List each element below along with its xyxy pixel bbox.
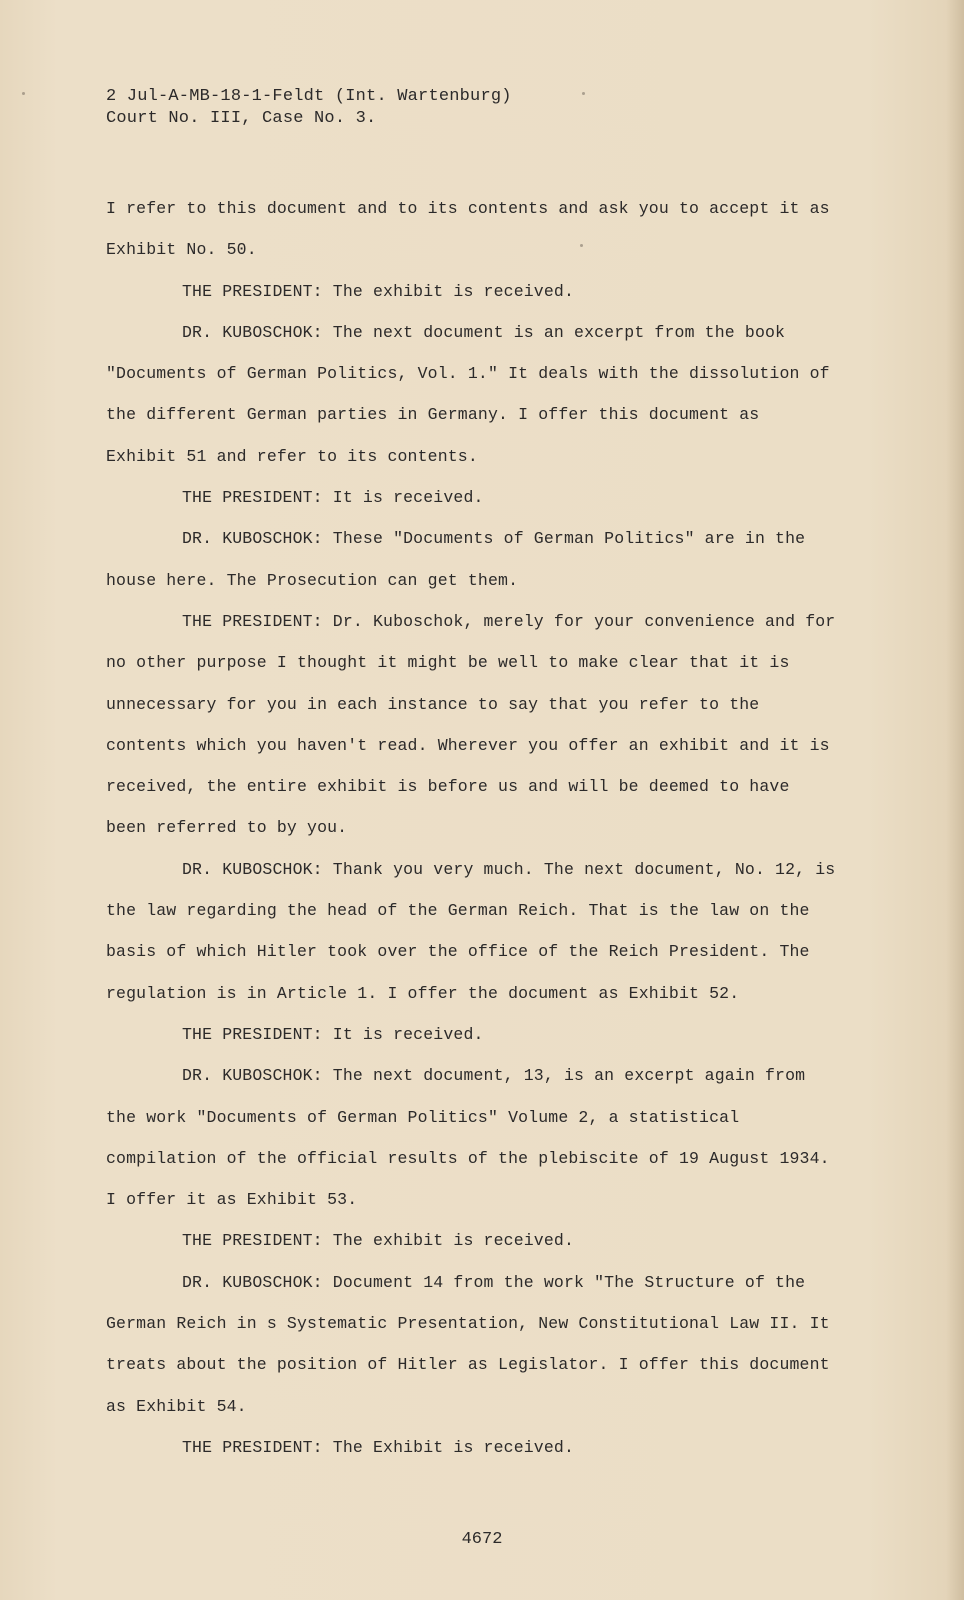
header-line-1: 2 Jul-A-MB-18-1-Feldt (Int. Wartenburg) <box>106 87 512 106</box>
transcript-paragraph: DR. KUBOSCHOK: These "Documents of German Politics" are in the house here. The Prosecution can get them. <box>106 529 806 590</box>
transcript-paragraph: THE PRESIDENT: Dr. Kuboschok, merely for your convenience and for no other purpose I thought it might be well to make clear that it is unnecessary for you in each instance to say that you refer to the contents which you haven't read. Wherever you offer an exhibit and it is received, the entire exhibit is before us and will be deemed to have been referred to by you. <box>106 611 836 838</box>
transcript-paragraph: I refer to this document and to its contents and ask you to accept it as Exhibit No. 50. <box>106 199 830 260</box>
transcript-paragraph: DR. KUBOSCHOK: Thank you very much. The next document, No. 12, is the law regarding the head of the German Reich. That is the law on the basis of which Hitler took over the office of the Reich President. The regulation is in Article 1. I offer the document as Exhibit 52. <box>106 859 836 1003</box>
header-line-2: Court No. III, Case No. 3. <box>106 109 377 128</box>
paper-speck <box>22 92 25 95</box>
transcript-paragraph: DR. KUBOSCHOK: Document 14 from the work "The Structure of the German Reich in s Systematic Presentation, New Constitutional Law II. It treats about the position of Hitler as Legislator. I offer this document as Exhibit 54. <box>106 1272 830 1416</box>
transcript-paragraph: THE PRESIDENT: It is received. <box>182 1024 484 1044</box>
transcript-body <box>106 188 836 1468</box>
transcript-paragraph: THE PRESIDENT: The exhibit is received. <box>182 1231 575 1251</box>
transcript-paragraph: THE PRESIDENT: It is received. <box>182 488 484 508</box>
paper-speck <box>582 92 585 95</box>
transcript-paragraph: DR. KUBOSCHOK: The next document is an excerpt from the book "Documents of German Politics, Vol. 1." It deals with the dissolution of the different German parties in Germany. I offer this document as Exhibit 51 and refer to its contents. <box>106 322 830 466</box>
transcript-paragraph: DR. KUBOSCHOK: The next document, 13, is an excerpt again from the work "Documents of German Politics" Volume 2, a statistical compilation of the official results of the plebiscite of 19 August 1934. I offer it as Exhibit 53. <box>106 1066 830 1210</box>
transcript-paragraph: THE PRESIDENT: The Exhibit is received. <box>182 1437 575 1457</box>
page-edge-shadow <box>946 0 964 1600</box>
transcript-paragraph: THE PRESIDENT: The exhibit is received. <box>182 281 575 301</box>
document-header <box>106 86 512 130</box>
page-number: 4672 <box>461 1530 503 1549</box>
